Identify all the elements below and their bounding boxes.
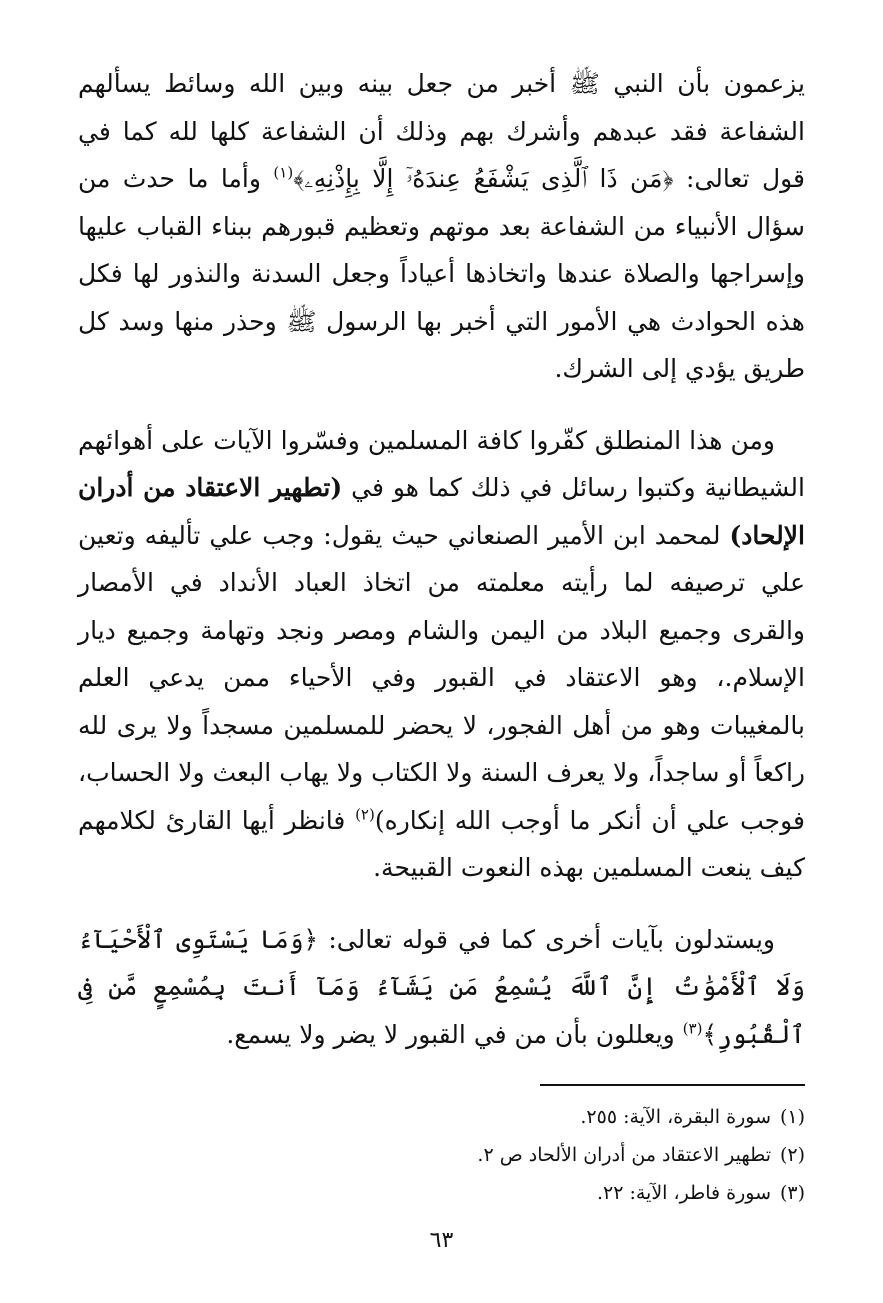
paragraph-3 <box>78 916 805 1059</box>
page-body <box>78 60 805 1058</box>
paragraph-3-text-b: ويعللون بأن من في القبور لا يضر ولا يسمع. <box>226 1019 683 1049</box>
paragraph-2-text-b: لمحمد ابن الأمير الصنعاني حيث يقول: وجب علي تأليفه وتعين علي ترصيفه لما رأيته معلمته من اتخاذ العباد الأنداد في الأمصار والقرى وجميع البلاد من اليمن والشام ومصر ونجد وتهامة وجميع ديار الإسلام.، وهو الاعتقاد في القبور وفي الأحياء ممن يدعي العلم بالمغيبات وهو من أهل الفجور، لا يحضر للمسلمين مسجداً ولا يرى لله راكعاً أو ساجداً، ولا يعرف السنة ولا الكتاب ولا يهاب البعث ولا الحساب، فوجب علي أن أنكر ما أوجب الله إنكاره) <box>78 520 806 835</box>
footnote-number: (٢) <box>779 1144 805 1166</box>
paragraph-2 <box>78 417 805 892</box>
footnote-text: تطهير الاعتقاد من أدران الألحاد ص ٢. <box>477 1144 771 1166</box>
paragraph-1-text-a: يزعمون بأن النبي ﷺ أخبر من جعل بينه وبين الله وسائط يسألهم الشفاعة فقد عبدهم وأشرك بهم وذلك أن الشفاعة كلها لله كما في قول تعالى: <box>78 69 806 193</box>
paragraph-2-text-a: ومن هذا المنطلق كفّروا كافة المسلمين وفسّروا الآيات على أهوائهم الشيطانية وكتبوا رسائل في ذلك كما هو في <box>78 425 805 502</box>
paragraph-3-text-a: ويستدلون بآيات أخرى كما في قوله تعالى: <box>318 924 775 954</box>
footnotes-list <box>305 1098 805 1212</box>
footnote-number: (٣) <box>779 1182 805 1204</box>
footnote-ref-1[interactable]: (١) <box>273 163 294 182</box>
footnote-number: (١) <box>779 1106 805 1128</box>
paragraph-2-text-c: فانظر أيها القارئ لكلامهم كيف ينعت المسلمين بهذه النعوت القبيحة. <box>78 805 805 882</box>
footnote-divider <box>540 1084 805 1086</box>
paragraph-1-text-b: وأما ما حدث من سؤال الأنبياء من الشفاعة بعد موتهم وتعظيم قبورهم ببناء القباب عليها وإسراجها والصلاة عندها واتخاذها أعياداً وجعل السدنة والنذور لها فكل هذه الحوادث هي الأمور التي أخبر بها الرسول ﷺ وحذر منها وسد كل طريق يؤدي إلى الشرك. <box>78 164 805 383</box>
page-number: ٦٣ <box>429 1228 454 1253</box>
footnote-item <box>305 1136 805 1174</box>
footnote-text: سورة فاطر، الآية: ٢٢. <box>596 1182 771 1204</box>
footnote-item <box>305 1174 805 1212</box>
footnote-item <box>305 1098 805 1136</box>
footnote-text: سورة البقرة، الآية: ٢٥٥. <box>580 1106 771 1128</box>
quran-verse-2: ﴿وَمَا يَسْتَوِى ٱلْأَحْيَآءُ وَلَا ٱلْأَمْوَٰتُ إِنَّ ٱللَّهَ يُسْمِعُ مَن يَشَآءُ وَمَآ أَنتَ بِمُسْمِعٍ مَّن فِى ٱلْقُبُورِ﴾ <box>78 924 805 1049</box>
footnote-ref-2[interactable]: (٢) <box>355 805 375 824</box>
book-title: (تطهير الاعتقاد من أدران الإلحاد) <box>78 473 805 550</box>
quran-verse-1: ﴿مَن ذَا ٱلَّذِى يَشْفَعُ عِندَهُۥٓ إِلَّا بِإِذْنِهِۦ﴾ <box>293 164 674 193</box>
paragraph-1 <box>78 60 805 393</box>
footnote-ref-3[interactable]: (٣) <box>682 1019 703 1038</box>
